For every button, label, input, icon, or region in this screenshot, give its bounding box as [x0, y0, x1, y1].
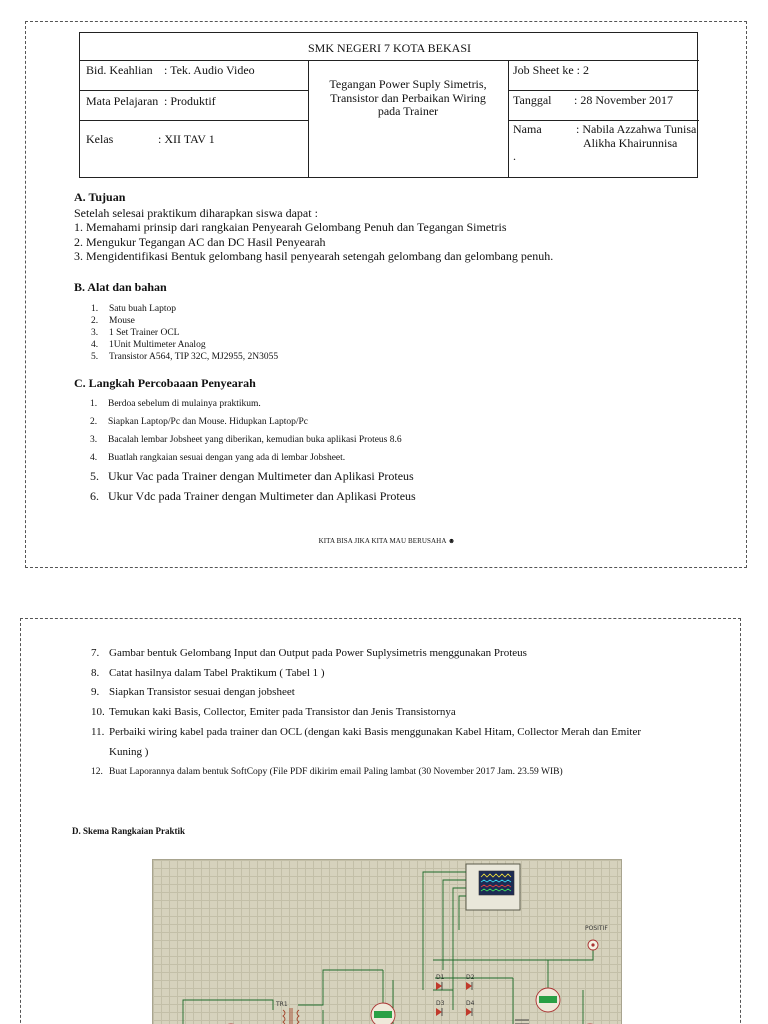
kelas-value: : XII TAV 1: [158, 132, 215, 146]
positif-label: POSITIF: [585, 925, 608, 932]
header-table: [79, 32, 698, 178]
nama-label: Nama: [513, 122, 542, 136]
tujuan-item-1: 1. Memahami prinsip dari rangkaian Penyearah Gelombang Penuh dan Tegangan Simetris: [74, 220, 507, 234]
jobsheet-number: Job Sheet ke : 2: [513, 63, 589, 77]
nama-value-2: Alikha Khairunnisa: [583, 136, 678, 150]
capacitor-icon: [515, 1020, 529, 1024]
alat-list: [91, 303, 491, 363]
title-line-3: pada Trainer: [377, 104, 439, 118]
tr1-label: TR1: [276, 1001, 288, 1008]
diode-d3: [436, 1008, 442, 1016]
mapel-value: : Produktif: [164, 94, 216, 108]
transformer-icon: [283, 1008, 299, 1024]
page-1: [25, 21, 747, 568]
list-item: 1. Satu buah Laptop: [91, 304, 177, 314]
d4-label: D4: [466, 1000, 475, 1007]
list-item: 2. Mouse: [91, 316, 135, 326]
page-2: [20, 618, 741, 1024]
diode-d4: [466, 1008, 472, 1016]
d3-label: D3: [436, 1000, 445, 1007]
tujuan-item-3: 3. Mengidentifikasi Bentuk gelombang hasil penyearah setengah gelombang dan gelombang penuh.: [74, 249, 554, 263]
tujuan-item-2: 2. Mengukur Tegangan AC dan DC Hasil Penyearah: [74, 235, 326, 249]
d1-label: D1: [436, 974, 445, 981]
bid-value: : Tek. Audio Video: [164, 63, 255, 77]
tanggal-value: : 28 November 2017: [574, 93, 673, 107]
nama-dot: .: [513, 149, 516, 163]
title-line-2: Transistor dan Perbaikan Wiring: [330, 91, 486, 105]
diode-d2: [466, 982, 472, 990]
diode-d1: [436, 982, 442, 990]
page-footer-motto: KITA BISA JIKA KITA MAU BERUSAHA ☻: [318, 537, 456, 545]
bid-label: Bid. Keahlian: [86, 63, 153, 77]
kelas-label: Kelas: [86, 132, 114, 146]
school-name: SMK NEGERI 7 KOTA BEKASI: [307, 41, 472, 55]
tanggal-label: Tanggal: [513, 93, 552, 107]
list-item: 4. 1Unit Multimeter Analog: [91, 340, 206, 350]
list-item: 3. 1 Set Trainer OCL: [91, 328, 180, 338]
tujuan-intro: Setelah selesai praktikum diharapkan siswa dapat :: [74, 206, 318, 220]
title-line-1: Tegangan Power Suply Simetris,: [329, 77, 487, 91]
langkah-list: 1. Berdoa sebelum di mulainya praktikum. 2. Siapkan Laptop/Pc dan Mouse. Hidupkan Laptop/Pc 3. Bacalah lembar Jobsheet yang diberikan, kemudian buka aplikasi Proteus 8.6 4. Buatlah rangkaian sesuai dengan yang ada di lembar Jobsheet. 5. Ukur Vac pada Trainer dengan Multimeter dan Aplikasi Proteus 6. Ukur Vdc pada Trainer dengan Multimeter dan Aplikasi Proteus: [90, 399, 416, 503]
d2-label: D2: [466, 974, 475, 981]
langkah-list-continued: 7. Gambar bentuk Gelombang Input dan Output pada Power Suplysimetris menggunakan Proteus 8. Catat hasilnya dalam Tabel Praktikum ( Tabel 1 ) 9. Siapkan Transistor sesuai dengan jobsheet 10. Temukan kaki Basis, Collector, Emiter pada Transistor dan Jenis Transistornya 11. Perbaiki wiring kabel pada trainer dan OCL (dengan kaki Basis menggunakan Kabel Hitam, Collector Merah dan Emiter Kuning ) 12. Buat Laporannya dalam bentuk SoftCopy (File PDF dikirim email Paling lambat (30 November 2017 Jam. 23.59 WIB): [91, 647, 642, 777]
langkah-heading: C. Langkah Percobaaan Penyearah: [74, 376, 256, 390]
list-item: 5. Transistor A564, TIP 32C, MJ2955, 2N3055: [91, 352, 279, 362]
skema-heading: D. Skema Rangkaian Praktik: [72, 826, 186, 836]
schematic-drawing: [153, 860, 623, 1024]
alat-heading: B. Alat dan bahan: [74, 280, 167, 294]
tujuan-heading: A. Tujuan: [74, 190, 126, 204]
mapel-label: Mata Pelajaran: [86, 94, 159, 108]
schematic-diagram: [152, 859, 622, 1024]
nama-value-1: : Nabila Azzahwa Tunisa: [576, 122, 697, 136]
